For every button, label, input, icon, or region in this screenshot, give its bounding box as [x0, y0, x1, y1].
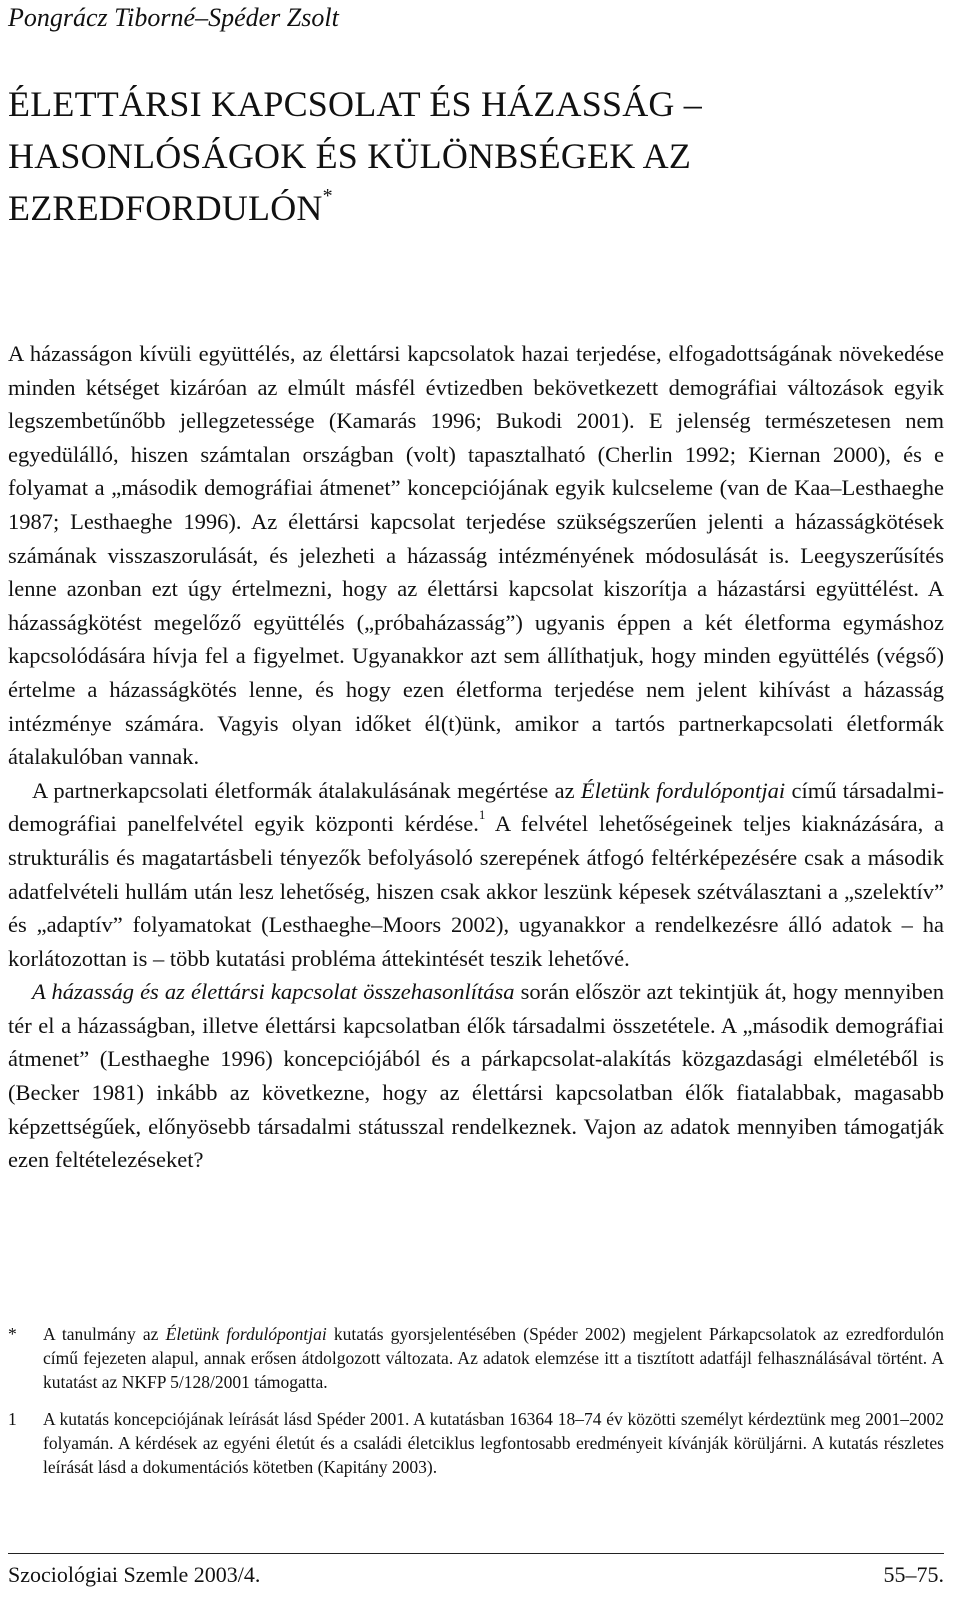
footnote-ref-1: 1	[478, 807, 486, 823]
footnote-text: A kutatás koncepciójának leírását lásd Spéder 2001. A kutatásban 16364 18–74 év közötti személyt kérdeztünk meg 2001–2002 folyamán. A kérdések az egyéni életút és a családi életciklus legfontosabb eredményeit kívánják körüljárni. A kutatás részletes leírását lásd a dokumentációs kötetben (Kapitány 2003).	[43, 1409, 944, 1477]
journal-citation: Szociológiai Szemle 2003/4.	[8, 1562, 261, 1587]
paragraph-2-part-a: A partnerkapcsolati életformák átalakulásának megértése az	[32, 777, 581, 803]
paragraph-3-rest: során először azt tekintjük át, hogy mennyiben tér el a házasságban, illetve élettársi kapcsolatban élők társadalmi összetétele. A „második demográfiai átmenet” (Lesthaeghe 1996) koncepciójából és a párkapcsolat-alakítás közgazdasági elméletéből is (Becker 1981) inkább az következne, hogy az élettársi kapcsolatban élők fiatalabbak, magasabb képzettségűek, előnyösebb társadalmi státusszal rendelkeznek. Vajon az adatok mennyiben támogatják ezen feltételezéseket?	[8, 979, 944, 1173]
footnote-star	[8, 1322, 944, 1394]
footer-divider	[8, 1553, 944, 1554]
footnote-mark: *	[8, 1324, 17, 1344]
paragraph-3	[8, 975, 944, 1177]
footnote-1	[8, 1407, 944, 1479]
article-body	[8, 337, 944, 1177]
paragraph-2-italic: Életünk fordulópontjai	[580, 777, 786, 803]
title-line-2: HASONLÓSÁGOK ÉS KÜLÖNBSÉGEK AZ	[8, 136, 692, 176]
paragraph-2-part-c: A felvétel lehetőségeinek teljes kiaknázására, a strukturális és magatartásbeli tényezők befolyásoló szerepének átfogó feltérképezésére csak a második adatfelvételi hullám után lesz lehetőség, hiszen csak akkor leszünk képesek szétválasztani a „szelektív” és „adaptív” folyamatokat (Lesthaeghe–Moors 2002), ugyanakkor a rendelkezésre álló adatok – ha korlátozottan is – több kutatási probléma áttekintését teszik lehetővé.	[8, 811, 944, 971]
title-line-3-text: EZREDFORDULÓN	[8, 188, 323, 228]
paragraph-2	[8, 774, 944, 976]
title-line-1: ÉLETTÁRSI KAPCSOLAT ÉS HÁZASSÁG –	[8, 84, 702, 124]
title-footnote-mark: *	[322, 185, 333, 207]
footnote-mark: 1	[8, 1409, 17, 1429]
footnotes	[8, 1322, 944, 1492]
title-line-3	[8, 182, 944, 234]
footnote-text-a: A tanulmány az	[43, 1324, 166, 1344]
article-title	[8, 78, 944, 234]
footnote-text-b: kutatás gyorsjelentésében (Spéder 2002) megjelent Párkapcsolatok az ezredfordulón című fejezeten alapul, annak erősen átdolgozott változata. Az adatok elemzése itt a tisztított adatfájl felhasználásával történt. A kutatást az NKFP 5/128/2001 támogatta.	[43, 1324, 945, 1392]
paragraph-1: A házasságon kívüli együttélés, az élettársi kapcsolatok hazai terjedése, elfogadottságának növekedése minden kétséget kizáróan az elmúlt másfél évtizedben bekövetkezett demográfiai változások egyik legszembetűnőbb jellegzetessége (Kamarás 1996; Bukodi 2001). E jelenség természetesen nem egyedülálló, hiszen számtalan országban (volt) tapasztalható (Cherlin 1992; Kiernan 2000), és e folyamat a „második demográfiai átmenet” koncepciójának egyik kulcseleme (van de Kaa–Lesthaeghe 1987; Lesthaeghe 1996). Az élettársi kapcsolat terjedése szükségszerűen jelenti a házasságkötések számának visszaszorulását, és jelezheti a házasság intézményének módosulását is. Leegyszerűsítés lenne azonban ezt úgy értelmezni, hogy az élettársi kapcsolat kiszorítja a házastársi együttélést. A házasságkötést megelőző együttélés („próbaházasság”) ugyanis éppen a két életforma egymáshoz kapcsolódására hívja fel a figyelmet. Ugyanakkor azt sem állíthatjuk, hogy minden együttélés (végső) értelme a házasságkötés lenne, és hogy ezen életforma terjedése nem jelent kihívást a házasság intézménye számára. Vagyis olyan időket él(t)ünk, amikor a tartós partnerkapcsolati életformák átalakulóban vannak.	[8, 341, 944, 770]
footnote-text	[43, 1322, 944, 1394]
author-line: Pongrácz Tiborné–Spéder Zsolt	[8, 3, 339, 32]
page-footer	[8, 1560, 944, 1590]
paragraph-3-italic: A házasság és az élettársi kapcsolat összehasonlítása	[32, 979, 515, 1005]
footnote-text-italic: Életünk fordulópontjai	[165, 1324, 327, 1344]
paragraph-2-part-b: című társadalmi-demográfiai panelfelvétel egyik központi kérdése.	[8, 777, 944, 837]
page-range: 55–75.	[883, 1562, 944, 1587]
